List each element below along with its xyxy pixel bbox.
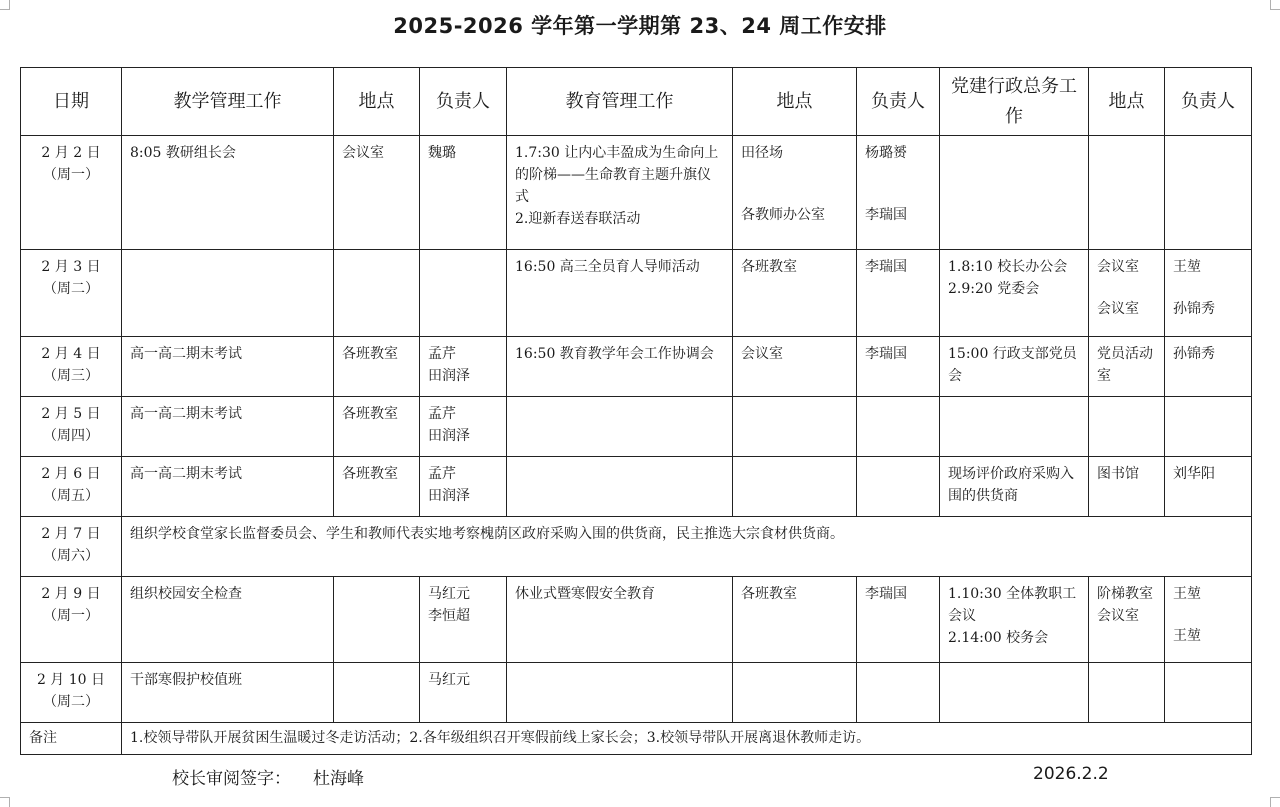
date-cell [21,337,122,397]
weekday-text: （周一） [43,608,99,624]
table-row [21,577,1252,663]
task-text: 高一高二期末考试 [130,346,242,362]
location-cell [733,250,857,337]
header-date: 日期 [21,68,122,136]
location-text: 图书馆 [1097,466,1139,482]
teaching-work-cell [122,663,334,723]
merged-task-cell [122,517,1252,577]
date-text: 2 月 2 日 [41,145,101,161]
location-cell [733,663,857,723]
location-cell [733,136,857,250]
task-text: 16:50 教育教学年会工作协调会 [515,346,714,362]
owner-cell [1165,136,1252,250]
weekday-text: （周二） [43,281,99,297]
date-text: 2 月 5 日 [41,406,101,422]
location-text: 各班教室 [342,406,398,422]
party-work-cell [940,397,1089,457]
education-work-cell [507,337,733,397]
table-row [21,337,1252,397]
task-text: 干部寒假护校值班 [130,672,242,688]
owner-text: 马红元 [428,586,470,602]
task-text: 组织学校食堂家长监督委员会、学生和教师代表实地考察槐荫区政府采购入围的供货商，民主推选大宗食材供货商。 [130,526,844,542]
header-teaching-work: 教学管理工作 [122,68,334,136]
owner-text: 李瑞国 [865,207,907,223]
location-cell [1089,457,1165,517]
location-text: 各班教室 [741,586,797,602]
owner-cell [420,250,507,337]
location-cell [334,397,420,457]
owner-text: 李恒超 [428,608,470,624]
header-owner: 负责人 [420,68,507,136]
owner-cell [420,663,507,723]
education-work-cell [507,136,733,250]
location-cell [334,663,420,723]
document-date: 2026.2.2 [1033,764,1109,784]
owner-text: 王堃 [1173,628,1201,644]
owner-text: 王堃 [1173,259,1201,275]
page-corner-mark [1270,797,1280,807]
location-text: 阶梯教室 [1097,586,1153,602]
table-row [21,250,1252,337]
owner-text: 孙锦秀 [1173,301,1215,317]
owner-cell [857,136,940,250]
task-text: 2.9:20 党委会 [948,281,1040,297]
owner-cell [857,577,940,663]
page-corner-mark [0,0,10,10]
document-title: 2025-2026 学年第一学期第 23、24 周工作安排 [393,14,887,38]
party-work-cell [940,136,1089,250]
task-text: 组织校园安全检查 [130,586,242,602]
owner-text: 李瑞国 [865,346,907,362]
owner-text: 田润泽 [428,488,470,504]
location-text: 各教师办公室 [741,207,825,223]
owner-text: 杨璐赟 [865,145,907,161]
signature-label: 校长审阅签字： [172,769,291,789]
location-text: 田径场 [741,145,783,161]
location-cell [733,457,857,517]
owner-text: 田润泽 [428,368,470,384]
date-cell [21,663,122,723]
date-cell [21,250,122,337]
owner-cell [420,577,507,663]
owner-text: 孟芹 [428,346,456,362]
table-row [21,663,1252,723]
task-text: 15:00 行政支部党员会 [948,346,1077,384]
teaching-work-cell [122,136,334,250]
location-cell [334,250,420,337]
header-owner: 负责人 [857,68,940,136]
teaching-work-cell [122,397,334,457]
owner-text: 马红元 [428,672,470,688]
location-text: 各班教室 [741,259,797,275]
date-cell [21,397,122,457]
owner-cell [857,397,940,457]
table-row [21,517,1252,577]
education-work-cell [507,577,733,663]
owner-cell [1165,663,1252,723]
location-cell [1089,577,1165,663]
owner-cell [857,250,940,337]
weekday-text: （周一） [43,167,99,183]
date-text: 2 月 10 日 [36,672,106,688]
task-text: 2.迎新春送春联活动 [515,211,641,227]
header-location: 地点 [1089,68,1165,136]
location-cell [334,457,420,517]
location-cell [334,136,420,250]
principal-signature [172,764,364,789]
location-cell [1089,337,1165,397]
page-corner-mark [0,797,10,807]
location-cell [733,397,857,457]
header-row [21,68,1252,136]
owner-cell [420,337,507,397]
weekday-text: （周三） [43,368,99,384]
date-cell [21,136,122,250]
location-text: 会议室 [741,346,783,362]
owner-cell [1165,397,1252,457]
task-text: 2.14:00 校务会 [948,630,1049,646]
owner-text: 孟芹 [428,406,456,422]
owner-cell [857,663,940,723]
table-row [21,397,1252,457]
header-location: 地点 [733,68,857,136]
location-cell [733,337,857,397]
table-row [21,136,1252,250]
education-work-cell [507,250,733,337]
party-work-cell [940,250,1089,337]
signer-name: 杜海峰 [313,769,364,789]
party-work-cell [940,337,1089,397]
teaching-work-cell [122,577,334,663]
education-work-cell [507,457,733,517]
task-text: 8:05 教研组长会 [130,145,236,161]
task-text: 高一高二期末考试 [130,466,242,482]
location-text: 会议室 [1097,301,1139,317]
owner-cell [1165,337,1252,397]
location-text: 党员活动室 [1097,346,1153,384]
table-row [21,457,1252,517]
location-cell [334,577,420,663]
weekday-text: （周二） [43,694,99,710]
date-text: 2 月 7 日 [41,526,101,542]
date-text: 2 月 6 日 [41,466,101,482]
owner-cell [420,457,507,517]
page-corner-mark [1270,0,1280,10]
task-text: 16:50 高三全员育人导师活动 [515,259,700,275]
owner-cell [420,397,507,457]
owner-cell [1165,577,1252,663]
remarks-label: 备注 [21,723,122,755]
owner-text: 李瑞国 [865,586,907,602]
task-text: 1.8:10 校长办公会 [948,259,1068,275]
owner-text: 李瑞国 [865,259,907,275]
owner-cell [1165,250,1252,337]
owner-text: 孙锦秀 [1173,346,1215,362]
teaching-work-cell [122,457,334,517]
task-text: 休业式暨寒假安全教育 [515,586,655,602]
header-owner: 负责人 [1165,68,1252,136]
party-work-cell [940,663,1089,723]
weekday-text: （周四） [43,428,99,444]
party-work-cell [940,457,1089,517]
location-text: 会议室 [1097,608,1139,624]
date-text: 2 月 3 日 [41,259,101,275]
schedule-table [20,67,1252,755]
header-education-work: 教育管理工作 [507,68,733,136]
owner-cell [1165,457,1252,517]
party-work-cell [940,577,1089,663]
date-text: 2 月 4 日 [41,346,101,362]
header-location: 地点 [334,68,420,136]
owner-text: 刘华阳 [1173,466,1215,482]
education-work-cell [507,397,733,457]
owner-cell [857,337,940,397]
weekday-text: （周六） [43,548,99,564]
task-text: 高一高二期末考试 [130,406,242,422]
date-text: 2 月 9 日 [41,586,101,602]
teaching-work-cell [122,337,334,397]
remarks-text: 1.校领导带队开展贫困生温暖过冬走访活动；2.各年级组织召开寒假前线上家长会；3.校领导带队开展离退休教师走访。 [122,723,1252,755]
teaching-work-cell [122,250,334,337]
location-text: 各班教室 [342,466,398,482]
owner-text: 孟芹 [428,466,456,482]
owner-text: 田润泽 [428,428,470,444]
location-cell [1089,397,1165,457]
location-cell [733,577,857,663]
location-cell [1089,663,1165,723]
education-work-cell [507,663,733,723]
owner-text: 王堃 [1173,586,1201,602]
owner-text: 魏璐 [428,145,456,161]
remarks-row [21,723,1252,755]
header-party-admin-work: 党建行政总务工作 [940,68,1089,136]
date-cell [21,577,122,663]
location-text: 各班教室 [342,346,398,362]
location-text: 会议室 [1097,259,1139,275]
date-cell [21,517,122,577]
date-cell [21,457,122,517]
task-text: 现场评价政府采购入围的供货商 [948,466,1074,504]
owner-cell [420,136,507,250]
task-text: 1.10:30 全体教职工会议 [948,586,1077,624]
location-cell [1089,136,1165,250]
task-text: 1.7:30 让内心丰盈成为生命向上的阶梯——生命教育主题升旗仪式 [515,145,719,205]
location-cell [334,337,420,397]
weekday-text: （周五） [43,488,99,504]
location-cell [1089,250,1165,337]
location-text: 会议室 [342,145,384,161]
owner-cell [857,457,940,517]
